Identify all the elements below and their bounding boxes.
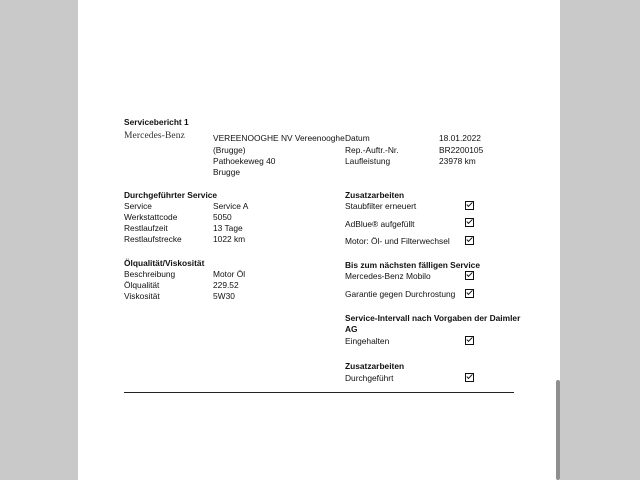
checklist-label: Durchgeführt — [345, 373, 394, 383]
service-value: 1022 km — [213, 234, 246, 244]
next-service-heading: Bis zum nächsten fälligen Service — [345, 260, 480, 270]
service-heading: Durchgeführter Service — [124, 190, 218, 200]
checkbox-checked-icon — [465, 271, 474, 280]
extra-work-heading: Zusatzarbeiten — [345, 190, 405, 200]
report-title: Servicebericht 1 — [124, 117, 189, 127]
extra-work-heading: Zusatzarbeiten — [345, 361, 405, 371]
oil-heading: Ölqualität/Viskosität — [124, 258, 205, 268]
checklist-label: AdBlue® aufgefüllt — [345, 219, 415, 229]
checkbox-checked-icon — [465, 336, 474, 345]
service-value: 5050 — [213, 212, 232, 222]
checklist-label: Motor: Öl- und Filterwechsel — [345, 236, 450, 246]
checklist-label: Garantie gegen Durchrostung — [345, 289, 456, 299]
service-label: Restlaufstrecke — [124, 234, 182, 244]
vertical-scrollbar[interactable] — [556, 380, 560, 480]
checkbox-checked-icon — [465, 236, 474, 245]
checkbox-checked-icon — [465, 289, 474, 298]
dealer-location: (Brugge) — [213, 145, 246, 155]
service-value: Service A — [213, 201, 249, 211]
meta-label-date: Datum — [345, 133, 370, 143]
meta-value-mileage: 23978 km — [439, 156, 476, 166]
interval-heading-cont: AG — [345, 324, 358, 334]
checklist-label: Staubfilter erneuert — [345, 201, 417, 211]
oil-value: Motor Öl — [213, 269, 246, 279]
oil-value: 229.52 — [213, 280, 239, 290]
oil-value: 5W30 — [213, 291, 235, 301]
dealer-street: Pathoekeweg 40 — [213, 156, 276, 166]
brand-logo: Mercedes-Benz — [124, 131, 185, 141]
meta-label-mileage: Laufleistung — [345, 156, 391, 166]
oil-label: Ölqualität — [124, 280, 160, 290]
dealer-city: Brugge — [213, 167, 241, 177]
checklist-label: Eingehalten — [345, 336, 390, 346]
interval-heading: Service-Intervall nach Vorgaben der Daimler — [345, 313, 521, 323]
service-label: Service — [124, 201, 152, 211]
checkbox-checked-icon — [465, 218, 474, 227]
meta-value-date: 18.01.2022 — [439, 133, 481, 143]
service-label: Werkstattcode — [124, 212, 178, 222]
checkbox-checked-icon — [465, 201, 474, 210]
checkbox-checked-icon — [465, 373, 474, 382]
service-label: Restlaufzeit — [124, 223, 168, 233]
oil-label: Viskosität — [124, 291, 160, 301]
meta-label-order: Rep.-Auftr.-Nr. — [345, 145, 399, 155]
checklist-label: Mercedes-Benz Mobilo — [345, 271, 431, 281]
divider — [124, 392, 514, 393]
oil-label: Beschreibung — [124, 269, 176, 279]
meta-value-order: BR2200105 — [439, 145, 484, 155]
service-value: 13 Tage — [213, 223, 243, 233]
dealer-name: VEREENOOGHE NV Vereenooghe — [213, 133, 345, 143]
